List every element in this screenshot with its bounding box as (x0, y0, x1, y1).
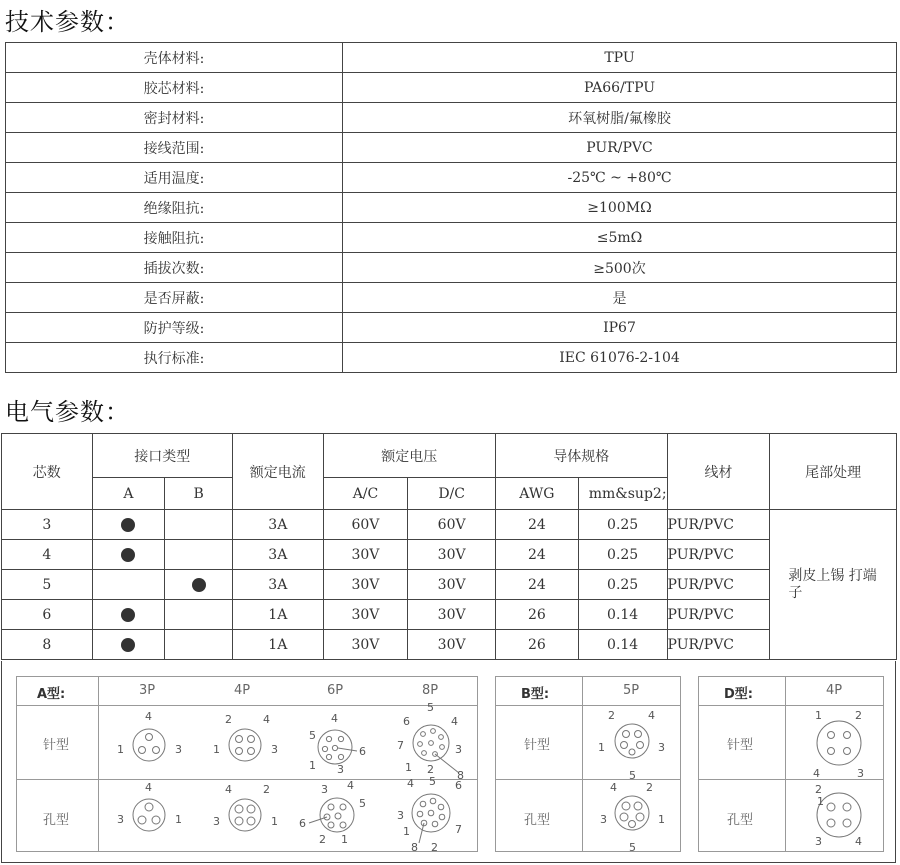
tech-value: IP67 (343, 313, 897, 343)
a6-female-icon (297, 777, 381, 853)
svg-text:1: 1 (175, 813, 182, 826)
elec-cell-ac: 30V (323, 600, 408, 630)
elec-cell-dc: 60V (408, 510, 496, 540)
filled-dot-icon (121, 548, 135, 562)
svg-text:3: 3 (815, 835, 822, 848)
svg-text:3: 3 (117, 813, 124, 826)
h-voltage: 额定电压 (323, 434, 495, 478)
elec-row (2, 570, 897, 600)
svg-text:7: 7 (455, 823, 462, 836)
elec-cell-b (165, 540, 233, 570)
elec-cell-dc: 30V (408, 630, 496, 660)
a4-female-icon (209, 779, 285, 853)
tech-value: ≥100MΩ (343, 193, 897, 223)
tech-row (6, 163, 897, 193)
row-female-b: 孔型 (524, 813, 551, 828)
svg-text:3: 3 (397, 809, 404, 822)
elec-row (2, 600, 897, 630)
h-awg: AWG (495, 478, 578, 510)
svg-text:1: 1 (658, 813, 665, 826)
type-d-label: D型: (724, 687, 753, 702)
svg-text:6: 6 (403, 715, 410, 728)
tech-key: 接触阻抗: (6, 223, 343, 253)
h-ac: A/C (323, 478, 408, 510)
h-a: A (92, 478, 165, 510)
elec-cell-b (165, 510, 233, 540)
a8-female-icon (385, 775, 477, 853)
svg-text:2: 2 (431, 841, 438, 853)
svg-text:6: 6 (359, 745, 366, 758)
elec-row (2, 630, 897, 660)
elec-cell-awg: 24 (495, 510, 578, 540)
svg-text:3: 3 (175, 743, 182, 756)
h-b: B (165, 478, 233, 510)
tech-key: 接线范围: (6, 133, 343, 163)
svg-text:5: 5 (427, 701, 434, 714)
svg-text:1: 1 (309, 759, 316, 772)
h-wire: 线材 (667, 434, 770, 510)
svg-text:6: 6 (455, 779, 462, 792)
svg-text:2: 2 (427, 763, 434, 776)
svg-text:2: 2 (855, 709, 862, 722)
h-dc: D/C (408, 478, 496, 510)
elec-table (1, 433, 897, 660)
svg-text:1: 1 (213, 743, 220, 756)
tech-key: 是否屏蔽: (6, 283, 343, 313)
type-d-group (698, 676, 884, 852)
svg-text:1: 1 (117, 743, 124, 756)
svg-text:3: 3 (271, 743, 278, 756)
col-5p: 5P (623, 683, 640, 698)
elec-cell-dc: 30V (408, 540, 496, 570)
svg-text:3: 3 (455, 743, 462, 756)
row-male-b: 针型 (524, 738, 551, 753)
elec-cell-b (165, 630, 233, 660)
elec-cell-a (92, 510, 165, 540)
elec-cell-ac: 60V (323, 510, 408, 540)
filled-dot-icon (121, 518, 135, 532)
tech-row (6, 193, 897, 223)
b5-male-icon (596, 705, 676, 781)
filled-dot-icon (192, 578, 206, 592)
tech-value: -25℃ ~ +80℃ (343, 163, 897, 193)
tech-value: PUR/PVC (343, 133, 897, 163)
svg-text:3: 3 (658, 741, 665, 754)
tech-value: IEC 61076-2-104 (343, 343, 897, 373)
elec-cell-dc: 30V (408, 600, 496, 630)
svg-text:3: 3 (321, 783, 328, 796)
a3-female-icon (115, 779, 191, 853)
elec-cell-mm: 0.25 (578, 570, 667, 600)
svg-text:8: 8 (411, 841, 418, 853)
svg-text:2: 2 (646, 781, 653, 794)
svg-text:4: 4 (855, 835, 862, 848)
tech-row (6, 43, 897, 73)
elec-row (2, 540, 897, 570)
elec-cell-b (165, 600, 233, 630)
tech-row (6, 103, 897, 133)
elec-cell-cores: 3 (2, 510, 93, 540)
svg-text:4: 4 (145, 710, 152, 723)
svg-text:1: 1 (405, 761, 412, 774)
svg-text:2: 2 (319, 833, 326, 846)
svg-text:3: 3 (600, 813, 607, 826)
elec-cell-ac: 30V (323, 630, 408, 660)
pin-diagram-panel (1, 661, 896, 863)
a6-male-icon (297, 707, 381, 779)
a3-male-icon (115, 707, 191, 779)
elec-cell-wire: PUR/PVC (667, 510, 770, 540)
svg-text:1: 1 (817, 795, 824, 808)
tech-key: 插拔次数: (6, 253, 343, 283)
svg-text:2: 2 (608, 709, 615, 722)
tech-key: 密封材料: (6, 103, 343, 133)
tech-value: 环氧树脂/氟橡胶 (343, 103, 897, 133)
col-8p: 8P (422, 683, 439, 698)
svg-text:3: 3 (213, 815, 220, 828)
row-male-d: 针型 (727, 738, 754, 753)
tech-value: ≤5mΩ (343, 223, 897, 253)
svg-text:1: 1 (403, 825, 410, 838)
svg-text:1: 1 (341, 833, 348, 846)
tech-key: 绝缘阻抗: (6, 193, 343, 223)
h-iface: 接口类型 (92, 434, 232, 478)
elec-cell-mm: 0.14 (578, 600, 667, 630)
elec-cell-mm: 0.25 (578, 510, 667, 540)
col-4p: 4P (234, 683, 251, 698)
elec-cell-wire: PUR/PVC (667, 570, 770, 600)
tech-row (6, 343, 897, 373)
elec-cell-a (92, 630, 165, 660)
svg-text:4: 4 (407, 777, 414, 790)
elec-cell-cores: 8 (2, 630, 93, 660)
h-conductor: 导体规格 (495, 434, 667, 478)
svg-text:7: 7 (397, 739, 404, 752)
elec-cell-current: 3A (233, 570, 324, 600)
elec-cell-mm: 0.14 (578, 630, 667, 660)
svg-text:3: 3 (857, 767, 864, 779)
type-b-group (495, 676, 681, 852)
h-mm: mm&sup2; (578, 478, 667, 510)
type-a-group (16, 676, 478, 852)
svg-text:5: 5 (629, 841, 636, 853)
svg-text:1: 1 (598, 741, 605, 754)
svg-text:4: 4 (347, 779, 354, 792)
tech-key: 防护等级: (6, 313, 343, 343)
h-cores: 芯数 (2, 434, 93, 510)
tech-key: 执行标准: (6, 343, 343, 373)
elec-cell-awg: 24 (495, 540, 578, 570)
filled-dot-icon (121, 608, 135, 622)
elec-cell-ac: 30V (323, 540, 408, 570)
col-3p: 3P (139, 683, 156, 698)
a8-male-icon (387, 699, 477, 779)
elec-cell-a (92, 570, 165, 600)
a4-male-icon (209, 707, 285, 779)
filled-dot-icon (121, 638, 135, 652)
svg-text:2: 2 (263, 783, 270, 796)
tech-row (6, 283, 897, 313)
elec-cell-current: 1A (233, 630, 324, 660)
svg-text:4: 4 (263, 713, 270, 726)
svg-text:8: 8 (457, 769, 464, 779)
d4-female-icon (803, 781, 879, 853)
elec-cell-cores: 6 (2, 600, 93, 630)
b5-female-icon (596, 777, 676, 853)
svg-text:5: 5 (629, 769, 636, 781)
elec-cell-ac: 30V (323, 570, 408, 600)
svg-text:5: 5 (309, 729, 316, 742)
elec-cell-a (92, 600, 165, 630)
h-current: 额定电流 (233, 434, 324, 510)
tech-title: 技术参数： (5, 8, 130, 36)
elec-cell-current: 1A (233, 600, 324, 630)
elec-title: 电气参数： (5, 398, 130, 426)
tech-value: 是 (343, 283, 897, 313)
svg-text:4: 4 (648, 709, 655, 722)
col-6p: 6P (327, 683, 344, 698)
elec-cell-wire: PUR/PVC (667, 540, 770, 570)
tech-row (6, 223, 897, 253)
svg-text:4: 4 (225, 783, 232, 796)
elec-row (2, 510, 897, 540)
elec-cell-current: 3A (233, 510, 324, 540)
svg-text:5: 5 (429, 775, 436, 788)
tech-row (6, 313, 897, 343)
svg-text:5: 5 (359, 797, 366, 810)
tech-value: TPU (343, 43, 897, 73)
elec-cell-wire: PUR/PVC (667, 630, 770, 660)
type-b-label: B型: (521, 687, 550, 702)
type-a-label: A型: (37, 687, 66, 702)
svg-text:2: 2 (815, 783, 822, 796)
tech-row (6, 73, 897, 103)
col-d-4p: 4P (826, 683, 843, 698)
tail-treatment: 剥皮上锡 打端子 (770, 510, 897, 660)
svg-text:4: 4 (331, 712, 338, 725)
svg-text:4: 4 (813, 767, 820, 779)
tech-key: 壳体材料: (6, 43, 343, 73)
tech-key: 适用温度: (6, 163, 343, 193)
tech-row (6, 133, 897, 163)
tech-value: ≥500次 (343, 253, 897, 283)
elec-cell-cores: 4 (2, 540, 93, 570)
svg-text:6: 6 (299, 817, 306, 830)
svg-text:4: 4 (610, 781, 617, 794)
elec-cell-cores: 5 (2, 570, 93, 600)
tech-table (5, 42, 897, 373)
svg-text:1: 1 (815, 709, 822, 722)
elec-cell-dc: 30V (408, 570, 496, 600)
tech-key: 胶芯材料: (6, 73, 343, 103)
elec-cell-awg: 26 (495, 600, 578, 630)
svg-text:1: 1 (271, 815, 278, 828)
elec-cell-a (92, 540, 165, 570)
svg-text:4: 4 (451, 715, 458, 728)
d4-male-icon (803, 707, 879, 779)
tech-row (6, 253, 897, 283)
elec-cell-awg: 24 (495, 570, 578, 600)
tech-value: PA66/TPU (343, 73, 897, 103)
elec-cell-awg: 26 (495, 630, 578, 660)
svg-text:4: 4 (145, 781, 152, 794)
elec-cell-mm: 0.25 (578, 540, 667, 570)
row-male-a: 针型 (43, 738, 70, 753)
row-female-d: 孔型 (727, 813, 754, 828)
elec-cell-current: 3A (233, 540, 324, 570)
svg-text:2: 2 (225, 713, 232, 726)
h-tail: 尾部处理 (770, 434, 897, 510)
elec-cell-wire: PUR/PVC (667, 600, 770, 630)
elec-cell-b (165, 570, 233, 600)
row-female-a: 孔型 (43, 813, 70, 828)
svg-text:3: 3 (337, 763, 344, 776)
